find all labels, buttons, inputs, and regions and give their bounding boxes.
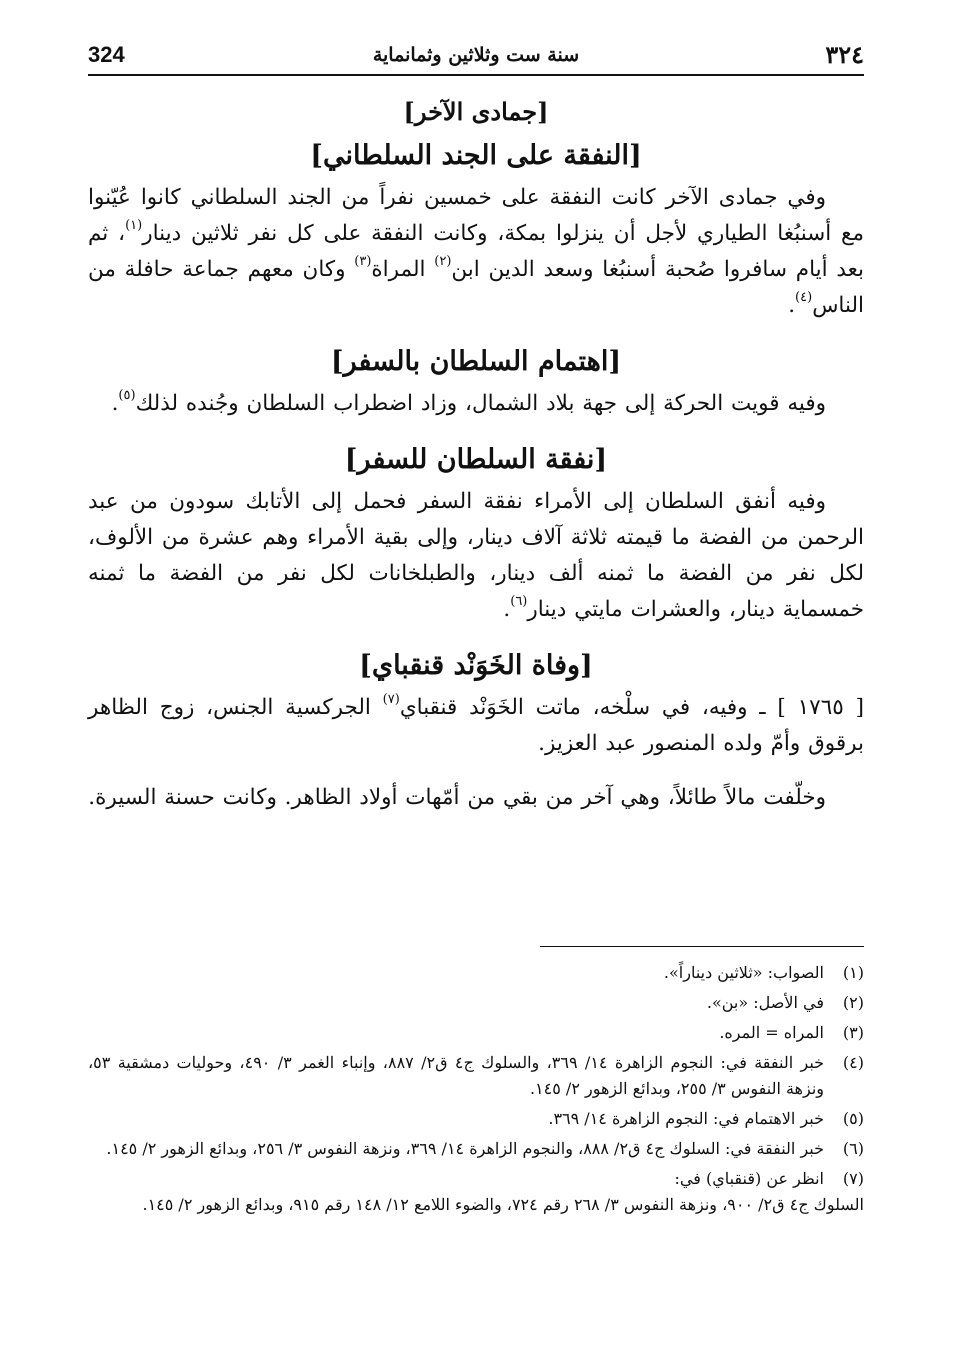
paragraph: وفيه أنفق السلطان إلى الأمراء نفقة السفر فحمل إلى الأتابك سودون من عبد الرحمن من الفضة ما قيمته ثلاثة آلاف دينار، وإلى بقية الأمراء وهم عشرة من الألوف، لكل نفر من الفضة ما ثمنه ألف دينار، والطبلخانات لكل نفر من الفضة ما ثمنه خمسماية دينار، والعشرات مايتي دينار$^{(٦)}$.	[88, 489, 864, 622]
header-rule	[88, 74, 864, 76]
paragraph: وخلّفت مالاً طائلاً، وهي آخر من بقي من أمّهات أولاد الظاهر. وكانت حسنة السيرة.	[88, 785, 826, 810]
paragraph: [ ١٧٦٥ ] ـ وفيه، في سلْخه، ماتت الخَوَنْد قنقباي$^{(٧)}$ الجركسية الجنس، زوج الظاهر برقوق وأمّ ولده المنصور عبد العزيز.	[88, 691, 864, 756]
footnote-ref: (٥)	[118, 387, 136, 403]
section-heading: [النفقة على الجند السلطاني]	[310, 140, 642, 171]
page-number-arabic: ٣٢٤	[825, 40, 864, 69]
footnote-rule	[540, 946, 864, 947]
month-heading: [جمادى الآخر]	[403, 97, 549, 126]
footnote: (٧) انظر عن (قنقباي) في: السلوك ج٤ ق٢/ ٩٠٠، ونزهة النفوس ٣/ ٢٦٨ رقم ٧٢٤، والضوء اللامع ١٢/ ١٤٨ رقم ٩١٥، وبدائع الزهور ٢/ ١٤٥.	[142, 1169, 864, 1214]
footnote-ref: (٣)	[354, 253, 372, 269]
footnote: (٤) خبر النفقة في: النجوم الزاهرة ١٤/ ٣٦٩، والسلوك ج٤ ق٢/ ٨٨٧، وإنباء الغمر ٣/ ٤٩٠، وحوليات دمشقية ٥٣، ونزهة النفوس ٣/ ٢٥٥، وبدائع الزهور ٢/ ١٤٥.	[88, 1053, 864, 1098]
paragraph: وفيه قويت الحركة إلى جهة بلاد الشمال، وزاد اضطراب السلطان وجُنده لذلك$^{(٥)}$.	[111, 387, 826, 416]
paragraph: وفي جمادى الآخر كانت النفقة على خمسين نفراً من الجند السلطاني كانوا عُيّنوا مع أسنبُغا الطياري لأجل أن ينزلوا بمكة، وكانت النفقة على كل نفر ثلاثين دينار$^{(١)}$، ثم بعد أيام سافروا صُحبة أسنبُغا وسعد الدين ابن$^{(٢)}$ المراة$^{(٣)}$ وكان معهم جماعة حافلة من الناس$^{(٤)}$.	[88, 185, 865, 318]
page-number-latin: 324	[88, 42, 125, 67]
main-text	[88, 88, 864, 834]
footnote: (١) الصواب: «ثلاثين ديناراً».	[663, 963, 864, 982]
running-title: سنة ست وثلاثين وثمانماية	[372, 44, 580, 66]
section-heading: [اهتمام السلطان بالسفر]	[330, 346, 622, 377]
footnote-ref: (١)	[125, 217, 143, 233]
footnote: (٢) في الأصل: «بن».	[706, 993, 864, 1012]
section-heading: [وفاة الخَوَنْد قنقباي]	[359, 650, 593, 681]
footnote: (٦) خبر النفقة في: السلوك ج٤ ق٢/ ٨٨٨، والنجوم الزاهرة ١٤/ ٣٦٩، ونزهة النفوس ٣/ ٢٥٦، وبدائع الزهور ٢/ ١٤٥.	[106, 1139, 864, 1158]
footnotes	[88, 960, 864, 1222]
footnote: (٥) خبر الاهتمام في: النجوم الزاهرة ١٤/ ٣٦٩.	[548, 1109, 864, 1128]
footnote: (٣) المراه = المره.	[719, 1023, 864, 1042]
page-header	[88, 38, 864, 78]
footnote-ref: (٤)	[795, 289, 813, 305]
footnote-ref: (٧)	[382, 691, 400, 707]
footnote-ref: (٦)	[510, 593, 528, 609]
footnote-ref: (٢)	[434, 253, 452, 269]
section-heading: [نفقة السلطان للسفر]	[344, 444, 608, 475]
